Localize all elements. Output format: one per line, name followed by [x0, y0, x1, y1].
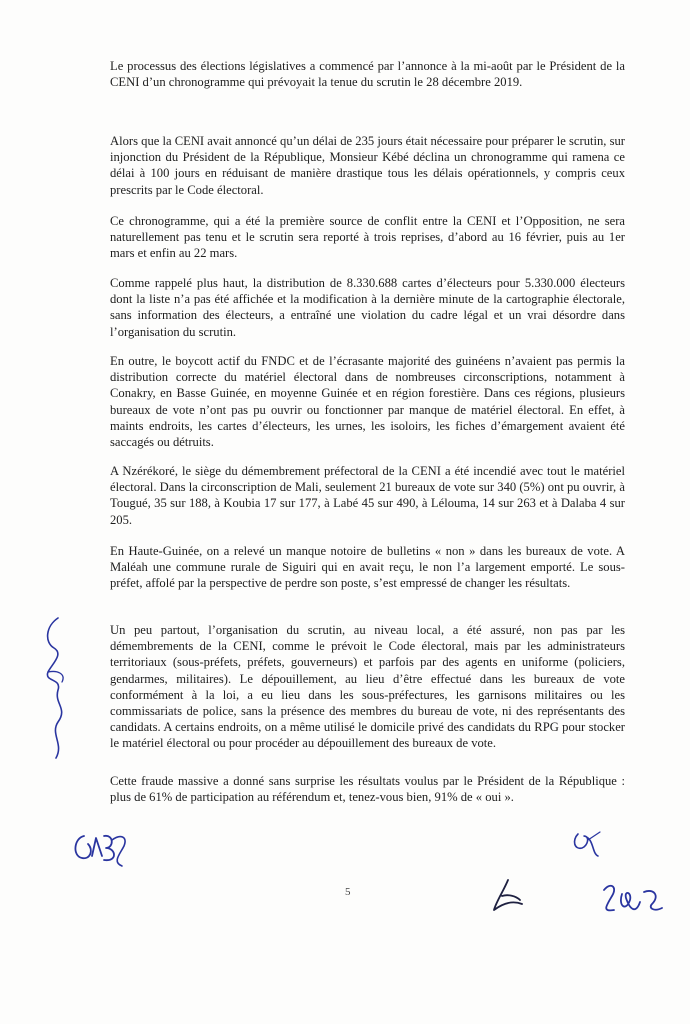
initials-left-margin	[28, 612, 88, 762]
initials-bottom-right	[568, 826, 608, 862]
paragraph-7: En Haute-Guinée, on a relevé un manque notoire de bulletins « non » dans les bureaux de vote. A Maléah une commune rurale de Siguiri qui en avait reçu, le non l’a largement emporté. Le sous-préfet, affolé par la perspective de perdre son poste, s’est empressé de changer les résultats.	[110, 544, 625, 591]
paragraph-2: Alors que la CENI avait annoncé qu’un délai de 235 jours était nécessaire pour préparer le scrutin, sur injonction du Président de la République, Monsieur Kébé déclina un chronogramme qui ramena ce délai à 100 jours en réduisant de manière drastique tous les délais opérationnels, y compris ceux prescrits par le Code électoral.	[110, 134, 625, 197]
paragraph-9: Cette fraude massive a donné sans surprise les résultats voulus par le Président de la République : plus de 61% de participation au référendum et, tenez-vous bien, 91% de « oui ».	[110, 774, 625, 805]
paragraph-4: Comme rappelé plus haut, la distribution de 8.330.688 cartes d’électeurs pour 5.330.000 électeurs dont la liste n’a pas été affichée et la modification à la dernière minute de la cartographie électorale, sans information des électeurs, a entraîné une violation du cadre légal et un vrai désordre dans l’organisation du scrutin.	[110, 276, 625, 339]
signature-bottom-center	[486, 876, 530, 916]
paragraph-5: En outre, le boycott actif du FNDC et de l’écrasante majorité des guinéens n’avaient pas permis la distribution correcte du matériel électoral dans de nombreuses circonscriptions, notamment à Conakry, en Basse Guinée, en moyenne Guinée et en région forestière. Dans ces régions, plusieurs bureaux de vote n’ont pas pu ouvrir ou fonctionner par manque de matériel électoral. En effet, à maints endroits, les cartes d’électeurs, les urnes, les isoloirs, les fiches d’émargement avaient été saccagés ou détruits.	[110, 354, 625, 450]
signature-bottom-left	[68, 826, 138, 874]
paragraph-6: A Nzérékoré, le siège du démembrement préfectoral de la CENI a été incendié avec tout le matériel électoral. Dans la circonscription de Mali, seulement 21 bureaux de vote sur 340 (5%) ont pu ouvrir, à Tougué, 35 sur 188, à Koubia 17 sur 177, à Labé 45 sur 490, à Lélouma, 14 sur 263 et à Dalaba 4 sur 205.	[110, 464, 625, 527]
page-number: 5	[345, 886, 351, 898]
paragraph-8: Un peu partout, l’organisation du scrutin, au niveau local, a été assuré, non pas par les démembrements de la CENI, comme le prévoit le Code électoral, mais par les administrateurs territoriaux (sous-préfets, préfets, gouverneurs) et parfois par des agents en uniforme (policiers, gendarmes, militaires). Le dépouillement, au lieu d’être effectué dans les bureaux de vote conformément à la loi, a eu lieu dans les sous-préfectures, les garnisons militaires ou les commissariats de police, sans la présence des membres du bureau de vote, ni des représentants des candidats. A certains endroits, on a même utilisé le domicile privé des candidats du RPG pour stocker le matériel électoral ou pour procéder au dépouillement des bureaux de vote.	[110, 623, 625, 751]
paragraph-1: Le processus des élections législatives a commencé par l’annonce à la mi-août par le Président de la CENI d’un chronogramme qui prévoyait la tenue du scrutin le 28 décembre 2019.	[110, 59, 625, 90]
signature-bottom-right	[596, 876, 668, 920]
paragraph-3: Ce chronogramme, qui a été la première source de conflit entre la CENI et l’Opposition, ne sera naturellement pas tenu et le scrutin sera reporté à trois reprises, d’abord au 16 février, puis au 1er mars et enfin au 22 mars.	[110, 214, 625, 261]
